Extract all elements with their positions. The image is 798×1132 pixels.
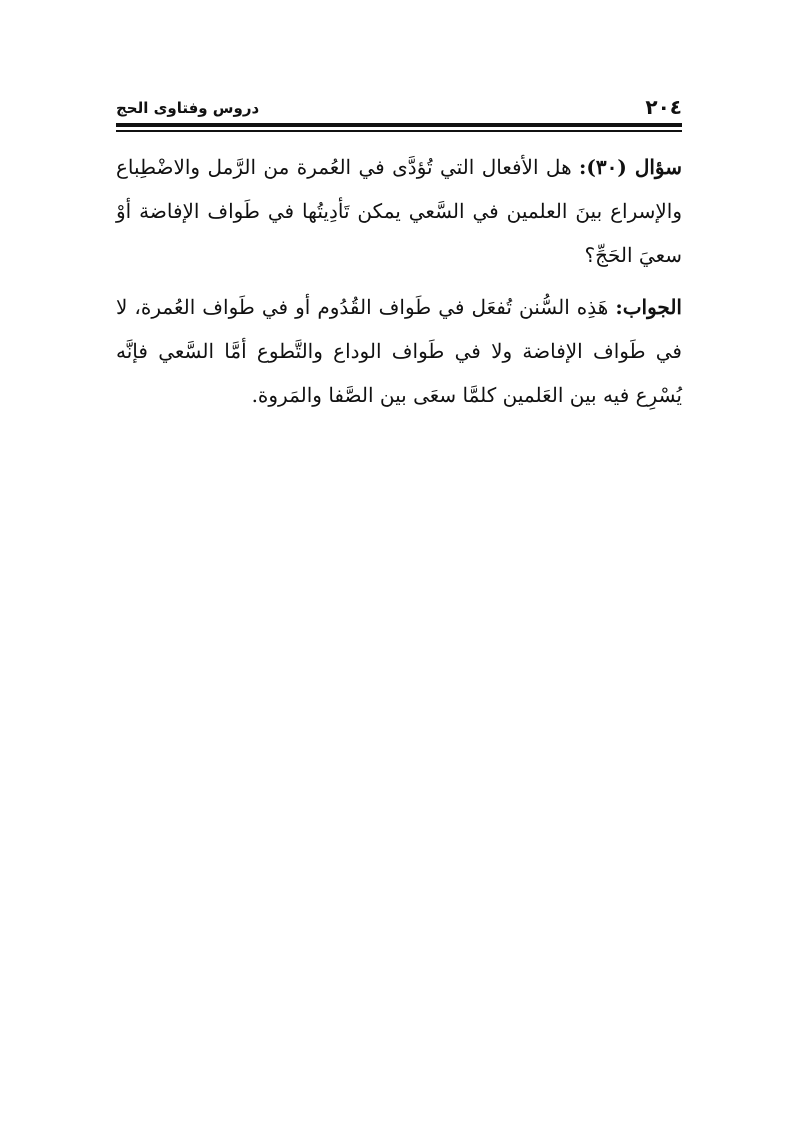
answer-paragraph bbox=[116, 285, 682, 417]
page-content bbox=[116, 145, 682, 417]
question-text: هل الأفعال التي تُؤدَّى في العُمرة من الرَّمل والاضْطِباع والإسراع بينَ العلمين في السَّعي يمكن تَأدِيتُها في طَواف الإفاضة أوْ سعيَ الحَجِّ؟ bbox=[116, 155, 682, 267]
page-number: ٢٠٤ bbox=[645, 95, 682, 119]
question-paragraph bbox=[116, 145, 682, 277]
header-rule-thin bbox=[116, 130, 682, 132]
page-header bbox=[116, 95, 682, 121]
header-rule-thick bbox=[116, 123, 682, 127]
answer-text: هَذِه السُّنن تُفعَل في طَواف القُدُوم أو في طَواف العُمرة، لا في طَواف الإفاضة ولا في طَواف الوداع والتَّطوع أمَّا السَّعي فإنَّه يُسْرِع فيه بين العَلمين كلمَّا سعَى بين الصَّفا والمَروة. bbox=[116, 295, 682, 407]
answer-lead: الجواب: bbox=[615, 295, 682, 319]
running-title: دروس وفتاوى الحج bbox=[116, 99, 260, 117]
question-lead: سؤال (٣٠): bbox=[579, 155, 682, 179]
